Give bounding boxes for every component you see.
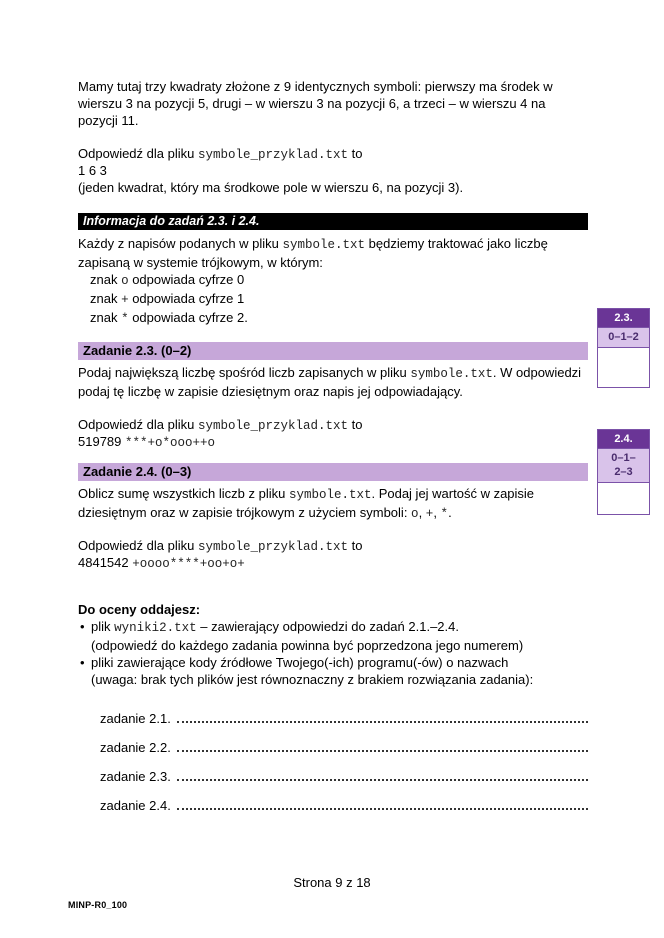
filename-mono: symbole_przyklad.txt bbox=[197, 419, 348, 433]
file-line-label: zadanie 2.2. bbox=[100, 740, 171, 755]
answer-value: 1 6 3 bbox=[78, 163, 107, 178]
task-2-4-answer-block bbox=[78, 537, 588, 571]
page-content-column bbox=[78, 78, 588, 826]
symbol-mono: + bbox=[425, 507, 434, 521]
dotted-leader bbox=[177, 739, 588, 752]
filename-mono: symbole_przyklad.txt bbox=[197, 148, 348, 162]
file-line bbox=[100, 797, 588, 814]
task-text: , bbox=[418, 505, 426, 520]
filename-mono: symbole_przyklad.txt bbox=[197, 540, 348, 554]
file-line-label: zadanie 2.4. bbox=[100, 798, 171, 813]
bullet-text: pliki zawierające kody źródłowe Twojego(-ich) programu(-ów) o nazwach bbox=[91, 655, 509, 670]
file-line bbox=[100, 768, 588, 785]
intro-paragraph: Mamy tutaj trzy kwadraty złożone z 9 identycznych symboli: pierwszy ma środek w wierszu 3 na pozycji 5, drugi – w wierszu 3 na pozycji 6, a trzeci – w wierszu 4 na pozycji 11. bbox=[78, 79, 553, 128]
task-text: . W odpowiedzi podaj tę liczbę w zapisie dziesiętnym oraz napis jej odpowiadający. bbox=[78, 365, 582, 399]
symbol-mono: o bbox=[411, 507, 419, 521]
score-box-empty-cell bbox=[598, 482, 649, 514]
answer-suffix-text: to bbox=[348, 417, 363, 432]
file-line-label: zadanie 2.3. bbox=[100, 769, 171, 784]
legend-line bbox=[78, 309, 588, 328]
symbol-mono: + bbox=[121, 293, 129, 307]
example-answer-block bbox=[78, 145, 588, 196]
score-line: 2–3 bbox=[614, 466, 633, 478]
page-number: Strona 9 z 18 bbox=[293, 875, 371, 890]
score-box-empty-cell bbox=[598, 347, 649, 387]
answer-prefix-text: Odpowiedź dla pliku bbox=[78, 417, 198, 432]
legend-text: znak bbox=[90, 291, 122, 306]
task-text: . Podaj jej wartość w zapisie dziesiętnym oraz w zapisie trójkowym z użyciem symboli: bbox=[78, 486, 535, 520]
answer-suffix-text: to bbox=[348, 146, 363, 161]
legend-line bbox=[78, 290, 588, 309]
legend-text: znak bbox=[90, 272, 122, 287]
answer-prefix-text: Odpowiedź dla pliku bbox=[78, 146, 198, 161]
dotted-leader bbox=[177, 710, 588, 723]
bullet-icon: • bbox=[80, 619, 85, 634]
answer-symbols-mono: +oooo****+oo+o+ bbox=[132, 557, 245, 571]
score-box-2-3 bbox=[597, 308, 650, 388]
legend-line bbox=[78, 271, 588, 290]
answer-decimal: 4841542 bbox=[78, 555, 129, 570]
bullet-1-note: (odpowiedź do każdego zadania powinna być poprzedzona jego numerem) bbox=[91, 638, 524, 653]
info-section-header bbox=[78, 213, 588, 230]
bullet-2-note: (uwaga: brak tych plików jest równoznaczny z brakiem rozwiązania zadania): bbox=[91, 672, 534, 687]
legend-text: odpowiada cyfrze 1 bbox=[128, 291, 245, 306]
answer-intro-line bbox=[78, 145, 588, 162]
score-box-label: 2.3. bbox=[598, 309, 649, 327]
info-text-2: będziemy traktować jako liczbę zapisaną w systemie trójkowym, w którym: bbox=[78, 236, 548, 270]
dotted-leader bbox=[177, 797, 588, 810]
answer-intro-line bbox=[78, 416, 588, 433]
bullet-text bbox=[91, 618, 588, 637]
submission-bullet-1 bbox=[78, 618, 588, 637]
info-paragraph bbox=[78, 235, 588, 271]
legend-text: odpowiada cyfrze 2. bbox=[128, 310, 248, 325]
info-header-label: Informacja do zadań 2.3. i 2.4. bbox=[83, 214, 260, 228]
answer-suffix-text: to bbox=[348, 538, 363, 553]
doc-code: MINP-R0_100 bbox=[68, 900, 128, 910]
file-line-label: zadanie 2.1. bbox=[100, 711, 171, 726]
task-2-3-paragraph bbox=[78, 364, 588, 400]
bullet-icon: • bbox=[80, 655, 85, 670]
score-box-2-4 bbox=[597, 429, 650, 515]
score-box-label: 2.4. bbox=[598, 430, 649, 448]
task-2-4-paragraph bbox=[78, 485, 588, 523]
symbol-mono: * bbox=[440, 507, 449, 521]
score-line: 0–1– bbox=[611, 452, 636, 464]
task-title: Zadanie 2.4. (0–3) bbox=[83, 464, 192, 479]
answer-prefix-text: Odpowiedź dla pliku bbox=[78, 538, 198, 553]
score-box-points bbox=[598, 448, 649, 482]
score-box-points: 0–1–2 bbox=[598, 327, 649, 347]
filename-mono: symbole.txt bbox=[410, 367, 493, 381]
submission-heading: Do oceny oddajesz: bbox=[78, 602, 201, 617]
task-2-3-answer-block bbox=[78, 416, 588, 450]
task-2-3-header bbox=[78, 342, 588, 360]
task-title: Zadanie 2.3. (0–2) bbox=[83, 343, 192, 358]
info-text-1: Każdy z napisów podanych w pliku bbox=[78, 236, 283, 251]
legend-text: znak bbox=[90, 310, 122, 325]
symbol-mono: o bbox=[121, 274, 129, 288]
bullet-text-part: – zawierający odpowiedzi do zadań 2.1.–2.4. bbox=[196, 619, 459, 634]
answer-decimal: 519789 bbox=[78, 434, 122, 449]
task-2-4-header bbox=[78, 463, 588, 481]
bullet-text-part: plik bbox=[91, 619, 115, 634]
filename-mono: wyniki2.txt bbox=[114, 621, 197, 635]
file-line bbox=[100, 739, 588, 756]
submission-bullet-2 bbox=[78, 654, 588, 671]
filename-mono: symbole.txt bbox=[282, 238, 366, 252]
legend-text: odpowiada cyfrze 0 bbox=[128, 272, 245, 287]
task-text: Oblicz sumę wszystkich liczb z pliku bbox=[78, 486, 289, 501]
answer-value bbox=[78, 433, 588, 450]
filename-mono: symbole.txt bbox=[288, 488, 372, 502]
file-line bbox=[100, 710, 588, 727]
dotted-leader bbox=[177, 768, 588, 781]
answer-value bbox=[78, 554, 588, 571]
answer-symbols-mono: ***+o*ooo++o bbox=[125, 436, 216, 450]
symbol-mono: * bbox=[121, 312, 129, 326]
task-text: Podaj największą liczbę spośród liczb zapisanych w pliku bbox=[78, 365, 411, 380]
task-text: . bbox=[448, 505, 452, 520]
task-text: , bbox=[433, 505, 441, 520]
symbol-legend bbox=[78, 271, 588, 328]
answer-note: (jeden kwadrat, który ma środkowe pole w wierszu 6, na pozycji 3). bbox=[78, 180, 464, 195]
answer-intro-line bbox=[78, 537, 588, 554]
